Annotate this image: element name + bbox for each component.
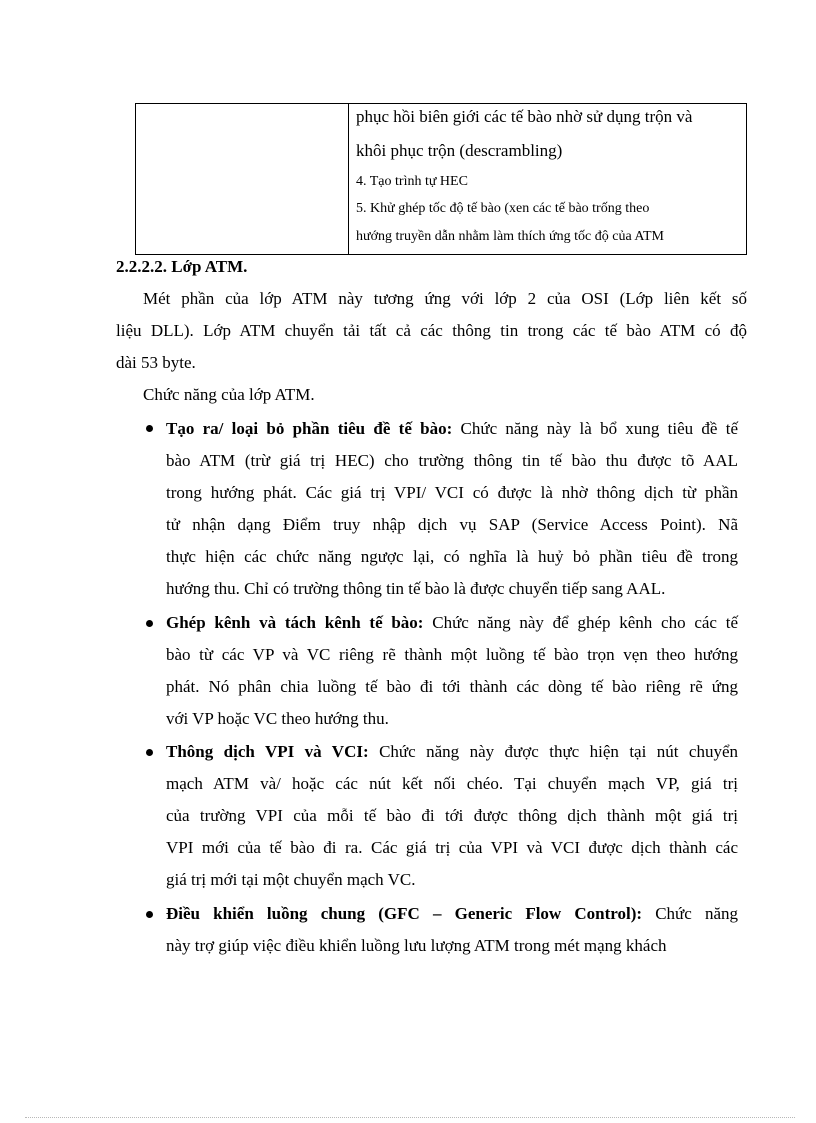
- bullet-title: Ghép kênh và tách kênh tế bào:: [166, 613, 424, 632]
- bullet-text: Chức năng này là bổ xung tiêu đề tế: [452, 419, 738, 438]
- section-heading: 2.2.2.2. Lớp ATM.: [116, 257, 248, 276]
- continued-table: [135, 103, 747, 255]
- bullet-text: Chức năng này được thực hiện tại nút chuyển: [368, 742, 738, 761]
- bullet-first-line: [166, 741, 738, 763]
- bullet-line: phát. Nó phân chia luồng tế bào đi tới thành các dòng tế bào riêng rẽ ứng: [166, 677, 738, 696]
- bullet-line: bào từ các VP và VC riêng rẽ thành một luồng tế bào trọn vẹn theo hướng: [166, 645, 738, 664]
- bullet-line: thực hiện các chức năng ngược lại, có nghĩa là huỷ bỏ phần tiêu đề trong: [166, 547, 738, 566]
- bullet-first-line: [166, 418, 738, 440]
- bullet-icon: [146, 911, 153, 918]
- bullet-title: Tạo ra/ loại bỏ phần tiêu đề tế bào:: [166, 419, 453, 438]
- bullet-icon: [146, 749, 153, 756]
- bullet-title: Thông dịch VPI và VCI:: [166, 742, 369, 761]
- bullet-line: mạch ATM và/ hoặc các nút kết nối chéo. Tại chuyển mạch VP, giá trị: [166, 774, 738, 793]
- bullet-line: của trường VPI của mỗi tế bào đi tới được thông dịch thành một giá trị: [166, 806, 738, 825]
- table-cell-line: 5. Khử ghép tốc độ tế bào (xen các tế bào trống theo: [356, 201, 650, 216]
- table-column-divider: [348, 104, 349, 254]
- table-cell-line: phục hồi biên giới các tế bào nhờ sử dụng trộn và: [356, 107, 693, 126]
- bullet-text: Chức năng: [642, 904, 738, 923]
- functions-label: Chức năng của lớp ATM.: [143, 385, 315, 404]
- bullet-line: tử nhận dạng Điểm truy nhập dịch vụ SAP (Service Access Point). Nã: [166, 515, 738, 534]
- bullet-first-line: [166, 612, 738, 634]
- bullet-line: trong hướng phát. Các giá trị VPI/ VCI có được là nhờ thông dịch từ phần: [166, 483, 738, 502]
- bullet-line: hướng thu. Chỉ có trường thông tin tế bào là được chuyển tiếp sang AAL.: [166, 579, 666, 598]
- bullet-line: giá trị mới tại một chuyển mạch VC.: [166, 870, 416, 889]
- bullet-first-line: [166, 903, 738, 925]
- paragraph-line: liệu DLL). Lớp ATM chuyển tải tất cả các thông tin trong các tế bào ATM có độ: [116, 321, 747, 340]
- bullet-line: VPI mới của tế bào đi ra. Các giá trị của VPI và VCI được dịch thành các: [166, 838, 738, 857]
- bullet-icon: [146, 620, 153, 627]
- paragraph-line: dài 53 byte.: [116, 353, 196, 372]
- bullet-icon: [146, 425, 153, 432]
- bullet-title: Điều khiển luồng chung (GFC – Generic Flow Control):: [166, 904, 643, 923]
- bullet-line: này trợ giúp việc điều khiển luồng lưu lượng ATM trong mét mạng khách: [166, 936, 667, 955]
- table-cell-line: 4. Tạo trình tự HEC: [356, 174, 468, 189]
- table-cell-line: khôi phục trộn (descrambling): [356, 141, 563, 160]
- bullet-line: với VP hoặc VC theo hướng thu.: [166, 709, 389, 728]
- bullet-text: Chức năng này để ghép kênh cho các tế: [423, 613, 739, 632]
- paragraph-line: Mét phần của lớp ATM này tương ứng với lớp 2 của OSI (Lớp liên kết số: [143, 289, 747, 308]
- page-bottom-divider: [25, 1117, 795, 1118]
- bullet-line: bào ATM (trừ giá trị HEC) cho trường thông tin tế bào thu được tõ AAL: [166, 451, 738, 470]
- table-cell-line: hướng truyền dẫn nhằm làm thích ứng tốc độ của ATM: [356, 229, 664, 244]
